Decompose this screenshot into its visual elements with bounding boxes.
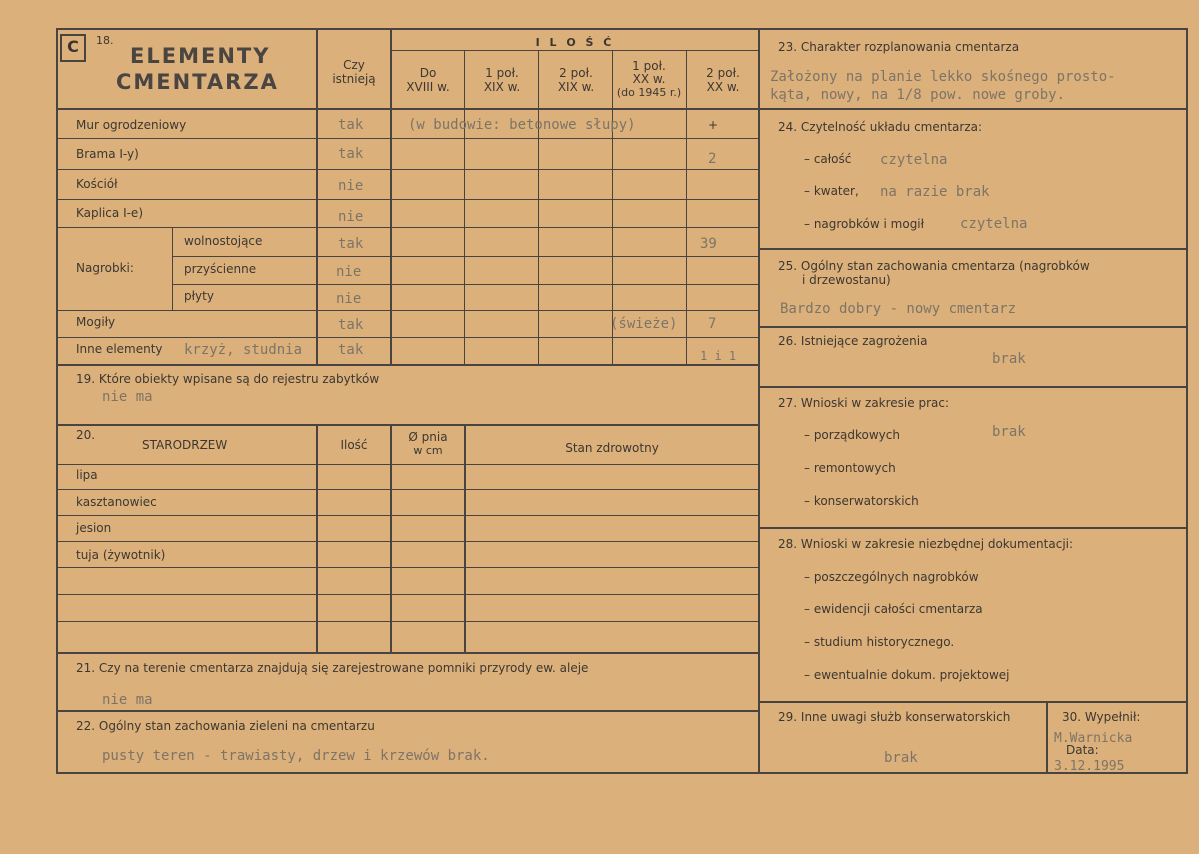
q28-item-2: – ewidencji całości cmentarza	[804, 602, 983, 616]
q22-label: 22. Ogólny stan zachowania zieleni na cmentarzu	[76, 719, 375, 733]
line-t7	[56, 652, 758, 654]
q20-col-phi-l2: w cm	[413, 444, 443, 457]
q19-label: 19. Które obiekty wpisane są do rejestru zabytków	[76, 372, 380, 386]
q20-number: 20.	[76, 428, 96, 442]
line-r6	[172, 284, 758, 285]
row-inne-exists: tak	[338, 342, 364, 358]
row-mogily-exists: tak	[338, 317, 364, 333]
row-mogily-label: Mogiły	[76, 315, 116, 329]
line-ilosc	[390, 50, 758, 51]
line-r7	[56, 310, 758, 311]
row-kosciol-exists: nie	[338, 178, 364, 194]
header-czy-l2: istnieją	[332, 72, 376, 86]
line-q20-header	[56, 464, 758, 465]
line-q25-top	[758, 248, 1188, 250]
q30-date-label: Data:	[1066, 743, 1099, 757]
line-t4	[56, 567, 758, 568]
q27-item-3: – konserwatorskich	[804, 494, 919, 508]
line-q24-top	[758, 108, 1188, 110]
line-q26-top	[758, 326, 1188, 328]
line-r8	[56, 337, 758, 338]
line-q29-top	[758, 701, 1188, 703]
line-t1	[56, 489, 758, 490]
title-elementy: ELEMENTY	[130, 44, 271, 68]
q29-label: 29. Inne uwagi służb konserwatorskich	[778, 710, 1011, 724]
q25-label-l1: 25. Ogólny stan zachowania cmentarza (nagrobków	[778, 259, 1090, 273]
tree-row-1: lipa	[76, 468, 98, 482]
row-nagrobki-plyty: płyty	[184, 289, 214, 303]
q30-date: 3.12.1995	[1054, 759, 1125, 774]
row-inne-value: krzyż, studnia	[184, 342, 303, 358]
border-top	[56, 28, 1188, 30]
q23-answer-l1: Założony na planie lekko skośnego prosto-	[770, 69, 1116, 85]
period-4-l1: 1 poł.	[632, 59, 666, 73]
header-czy-l1: Czy	[343, 58, 365, 72]
q24-item-3-label: – nagrobków i mogił	[804, 217, 925, 231]
row-kaplica-label: Kaplica I-e)	[76, 206, 143, 220]
line-t5	[56, 594, 758, 595]
q22-answer: pusty teren - trawiasty, drzew i krzewów brak.	[102, 748, 490, 764]
q23-answer-l2: kąta, nowy, na 1/8 pow. nowe groby.	[770, 87, 1066, 103]
vline-p1	[464, 50, 465, 364]
vline-p4	[686, 50, 687, 364]
q21-answer: nie ma	[102, 692, 153, 708]
row-mogily-last: 7	[708, 316, 717, 332]
line-t6	[56, 621, 758, 622]
row-mur-label: Mur ogrodzeniowy	[76, 118, 187, 132]
q24-item-2-value: na razie brak	[880, 184, 990, 200]
row-inne-last: 1 i 1	[700, 349, 737, 363]
q24-item-2-label: – kwater,	[804, 184, 859, 198]
row-brama-exists: tak	[338, 146, 364, 162]
period-5-l1: 2 poł.	[706, 66, 740, 80]
period-5-l2: XX w.	[706, 80, 740, 94]
q24-label: 24. Czytelność układu cmentarza:	[778, 120, 983, 134]
line-header-bottom	[56, 108, 758, 110]
line-t2	[56, 515, 758, 516]
border-left	[56, 28, 58, 774]
row-mur-last: +	[708, 118, 719, 132]
q25-answer: Bardzo dobry - nowy cmentarz	[780, 301, 1017, 317]
q19-answer: nie ma	[102, 389, 153, 405]
row-przysc-exists: nie	[336, 264, 362, 280]
q27-answer: brak	[992, 424, 1026, 440]
q28-item-4: – ewentualnie dokum. projektowej	[804, 668, 1010, 682]
q24-item-3-value: czytelna	[960, 216, 1028, 232]
header-period-4	[612, 60, 686, 99]
row-inne-label: Inne elementy	[76, 342, 163, 356]
line-q27-top	[758, 386, 1188, 388]
divider-middle	[758, 28, 760, 774]
q23-label: 23. Charakter rozplanowania cmentarza	[778, 40, 1020, 54]
vline-p2	[538, 50, 539, 364]
q28-item-1: – poszczególnych nagrobków	[804, 570, 979, 584]
field-number-18: 18.	[96, 34, 114, 47]
q30-label: 30. Wypełnił:	[1062, 710, 1141, 724]
period-1-l2: XVIII w.	[406, 80, 450, 94]
q21-label: 21. Czy na terenie cmentarza znajdują się zarejestrowane pomniki przyrody ew. aleje	[76, 661, 589, 675]
q27-item-1: – porządkowych	[804, 428, 900, 442]
q28-label: 28. Wnioski w zakresie niezbędnej dokumentacji:	[778, 537, 1074, 551]
line-r4	[56, 227, 758, 228]
period-3-l1: 2 poł.	[559, 66, 593, 80]
period-2-l1: 1 poł.	[485, 66, 519, 80]
period-4-l2: XX w.	[632, 72, 666, 86]
header-czy	[318, 58, 390, 86]
q27-item-2: – remontowych	[804, 461, 896, 475]
line-q28-top	[758, 527, 1188, 529]
line-q20-top	[56, 424, 758, 426]
period-2-l2: XIX w.	[483, 80, 521, 94]
header-period-3	[540, 66, 612, 94]
row-nagrobki-label: Nagrobki:	[76, 261, 134, 275]
header-period-2	[466, 66, 538, 94]
q24-item-1-label: – całość	[804, 152, 852, 166]
row-wolno-last: 39	[700, 236, 717, 252]
row-kaplica-exists: nie	[338, 209, 364, 225]
row-nagrobki-przysc: przyścienne	[184, 262, 257, 276]
line-r5	[172, 256, 758, 257]
vline-nagrobki	[172, 227, 173, 310]
q29-answer: brak	[884, 750, 918, 766]
vline-t-phi	[390, 424, 392, 652]
tree-row-3: jesion	[76, 521, 112, 535]
header-period-1	[392, 66, 464, 94]
q20-col-phi-l1: Ø pnia	[408, 430, 448, 444]
row-kosciol-label: Kościół	[76, 177, 118, 191]
row-plyty-exists: nie	[336, 291, 362, 307]
line-r1	[56, 138, 758, 139]
line-r9	[56, 364, 758, 366]
line-r2	[56, 169, 758, 170]
vline-q30	[1046, 701, 1048, 774]
vline-t-ilosc	[316, 424, 318, 652]
period-3-l2: XIX w.	[557, 80, 595, 94]
title-cmentarza: CMENTARZA	[116, 70, 279, 94]
row-mur-note: (w budowie: betonowe słupy)	[408, 117, 636, 133]
border-right	[1186, 28, 1188, 774]
q20-title: STARODRZEW	[142, 438, 228, 452]
q30-name: M.Warnicka	[1054, 731, 1133, 746]
q25-label-l2: i drzewostanu)	[802, 273, 891, 287]
period-1-l1: Do	[419, 66, 437, 80]
line-q22-top	[56, 710, 758, 712]
line-t3	[56, 541, 758, 542]
vline-t-stan	[464, 424, 466, 652]
row-brama-label: Brama I-y)	[76, 147, 139, 161]
line-r3	[56, 199, 758, 200]
q27-label: 27. Wnioski w zakresie prac:	[778, 396, 950, 410]
q20-col-ilosc: Ilość	[340, 438, 368, 452]
tree-row-2: kasztanowiec	[76, 495, 157, 509]
q20-col-stan: Stan zdrowotny	[565, 441, 659, 455]
period-4-l3: (do 1945 r.)	[616, 86, 682, 99]
row-mur-exists: tak	[338, 117, 364, 133]
q20-col-phi	[392, 430, 464, 458]
row-nagrobki-wolno: wolnostojące	[184, 234, 263, 248]
border-bottom	[56, 772, 1188, 774]
row-wolno-exists: tak	[338, 236, 364, 252]
q24-item-1-value: czytelna	[880, 152, 948, 168]
tree-row-4: tuja (żywotnik)	[76, 548, 166, 562]
q26-answer: brak	[992, 351, 1026, 367]
header-period-5	[688, 66, 758, 94]
q28-item-3: – studium historycznego.	[804, 635, 955, 649]
header-ilosc: I L O Ś Ć	[535, 36, 615, 49]
q26-label: 26. Istniejące zagrożenia	[778, 334, 928, 348]
row-brama-last: 2	[708, 151, 717, 167]
row-mogily-col4: (świeże)	[610, 316, 678, 332]
section-code: C	[60, 34, 86, 62]
